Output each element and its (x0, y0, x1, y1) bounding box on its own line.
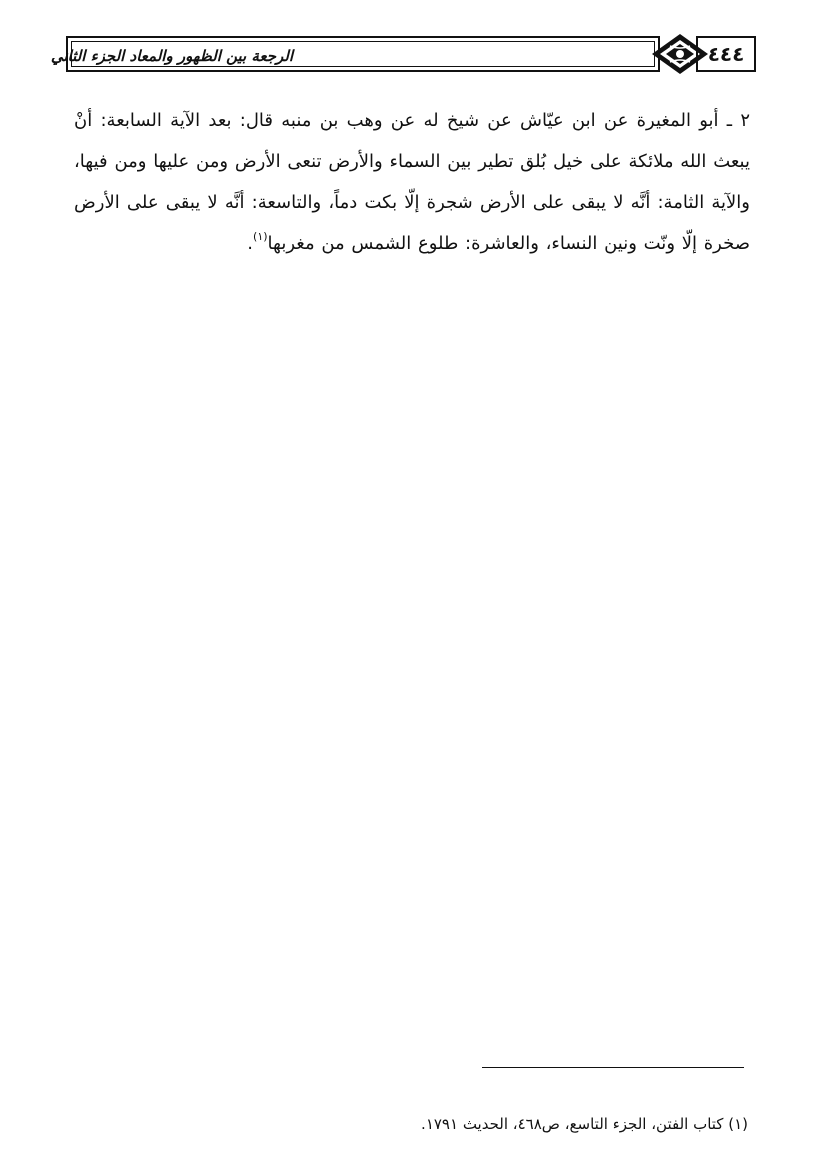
paragraph-text: ٢ ـ أبو المغيرة عن ابن عيّاش عن شيخ له عن وهب بن منبه قال: بعد الآية السابعة: أنْ يبعث الله ملائكة على خيل بُلق تطير بين السماء والأرض تنعى الأرض ومن عليها ومن فيها، والآية الثامة: أنَّه لا يبقى على الأرض شجرة إلّا بكت دماً، والتاسعة: أنَّه لا يبقى على الأرض صخرة إلّا ونّت ونين النساء، والعاشرة: طلوع الشمس من مغربها (74, 110, 750, 254)
footnote-divider (482, 1067, 744, 1068)
header-frame (50, 36, 660, 72)
page-header (50, 36, 756, 74)
paragraph-end: . (247, 233, 254, 254)
page-number: ٤٤٤ (707, 42, 745, 66)
page-number-box (696, 36, 756, 72)
footnote-reference[interactable]: (١) (253, 230, 268, 243)
running-title: الرجعة بين الظهور والمعاد الجزء الثاني (50, 47, 293, 65)
footnote-1: (١) كتاب الفتن، الجزء التاسع، ص٤٦٨، الحديث ١٧٩١. (421, 1115, 748, 1133)
main-paragraph (74, 100, 750, 264)
